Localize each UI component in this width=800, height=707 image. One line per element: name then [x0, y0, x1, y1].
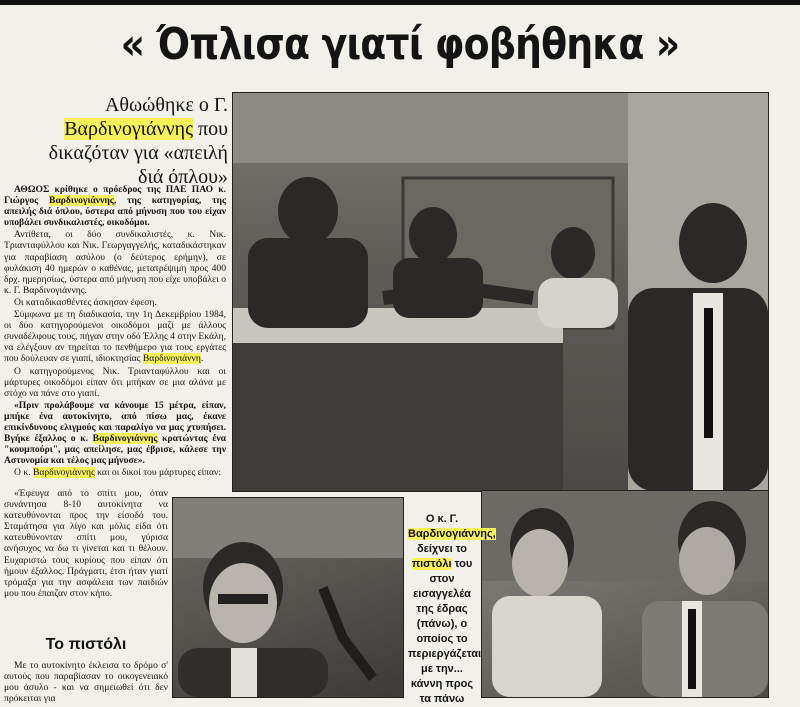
- article-body-top: [4, 184, 226, 479]
- deck-line2: που δικαζόταν για «απειλή διά όπλου»: [48, 118, 228, 188]
- article-body-continued: [4, 660, 168, 705]
- p5: Ο κατηγορούμενος Νικ. Τριανταφύλλου και οι μάρτυρες οικοδόμοι είπαν ότι μπήκαν σε μια αλάνα με στόχο να πάνε στο γιαπί.: [4, 365, 226, 399]
- caption-name: Βαρδινογιάννης,: [408, 528, 496, 540]
- photo-caption: [408, 512, 496, 707]
- p6-name: Βαρδινογιάννης: [92, 433, 158, 445]
- deck: [30, 93, 228, 189]
- article-body-bottom: [4, 488, 168, 638]
- p1-name: Βαρδινογιάννης: [49, 195, 114, 207]
- inset-photo-left: [172, 497, 404, 698]
- p7-tail: και οι δικοί του μάρτυρες είπαν:: [94, 467, 222, 479]
- p2: Αντίθετα, οι δύο συνδικαλιστές, κ. Νικ. Τριανταφύλλου και Νικ. Γεωργαγγελής, καταδικάστηκαν για παραβίαση ασύλου (ο δεύτερος ερήμην), σε φυλάκιση 40 ημερών ο καθένας, μετατρέψιμη προς 400 δρχ. ημερησίως, ύστερα από μήνυση που είχε υποβάλει ο κ. Γ. Βαρδινογιάννης.: [4, 229, 226, 296]
- p3: Οι καταδικασθέντες άσκησαν έφεση.: [14, 296, 157, 308]
- caption-mid: δείχνει το: [416, 543, 468, 555]
- main-photo: [232, 92, 769, 492]
- deck-name: Βαρδινογιάννης: [64, 118, 193, 140]
- p1-lead: ΑΘΩΟΣ κρίθηκε ο πρόεδρος της ΠΑΕ ΠΑΟ κ. Γιώργος: [4, 184, 226, 207]
- p7-name: Βαρδινογιάννης: [32, 467, 95, 479]
- p9: Με το αυτοκίνητο έκλεισα το δρόμο σ' αυτούς που παραβίασαν το οικογενειακό μου άσυλο - και να σημειωθεί ότι δεν πρόκειται για: [4, 660, 168, 705]
- p1-tail: , της κατηγορίας, της απειλής διά όπλου, ύστερα από μήνυση που του είχαν υποβάλει συνδικαλιστές, οικοδόμοι.: [4, 195, 226, 229]
- headline: « Όπλισα γιατί φοβήθηκα »: [120, 19, 680, 70]
- caption-tail: του στον εισαγγελέα της έδρας (πάνω), ο οποίος το περιεργάζεται με την... κάννη προς τα πάνω: [408, 558, 482, 705]
- p7-lead: Ο κ.: [14, 467, 33, 479]
- p4-tail: .: [200, 353, 204, 365]
- p6-quote: «Πριν προλάβουμε να κάνουμε 15 μέτρα, είπαν, μπήκε ένα αυτοκίνητο, από πίσω μας, έκανε επικίνδυνους ελιγμούς και παραλίγο να μας χτυπήσει. Βγήκε έξαλλος ο κ.: [4, 399, 226, 445]
- p6-tail: κρατώντας ένα "κουμπούρι", μας απείλησε, μας έβρισε, κάλεσε την Αστυνομία και τέλος μας μήνυσε».: [4, 433, 226, 467]
- p4-name: Βαρδινογιάννη: [142, 353, 201, 365]
- caption-lead: Ο κ. Γ.: [425, 513, 459, 525]
- subhead: Το πιστόλι: [45, 636, 127, 653]
- inset-photo-right: [481, 490, 769, 698]
- p8: «Έφευγα από το σπίτι μου, όταν συνάντησα 8-10 αυτοκίνητα να κατευθύνονται προς την είσοδό του. Σταμάτησα για λίγο και μόλις είδα ότι κατευθύνονταν σπίτι μου, γύρισα ανήσυχος να δω τι γίνεται και τι θέλουν. Ευχαριστώ τους κυρίους που είπαν ότι ήμουν έξαλλος. Πράγματι, έτσι ήταν γιατί τρόμαξα για την ασφάλεια των παιδιών μου που έπαιζαν στον κήπο.: [4, 488, 168, 599]
- p4-lead: Σύμφωνα με τη διαδικασία, την 1η Δεκεμβρίου 1984, οι δύο κατηγορούμενοι οικοδόμοι μαζί με άλλους συναδέλφους τους, πήγαν στην οδό Έλλης 4 στην Εκάλη, να ελέγξουν αν τηρείται το πενθήμερο για τους εργάτες που δούλευαν σε γιαπί, ιδιοκτησίας: [4, 309, 226, 365]
- top-rule: [0, 0, 800, 5]
- caption-pistol: πιστόλι: [411, 558, 452, 570]
- deck-line1: Αθωώθηκε ο Γ.: [104, 94, 228, 116]
